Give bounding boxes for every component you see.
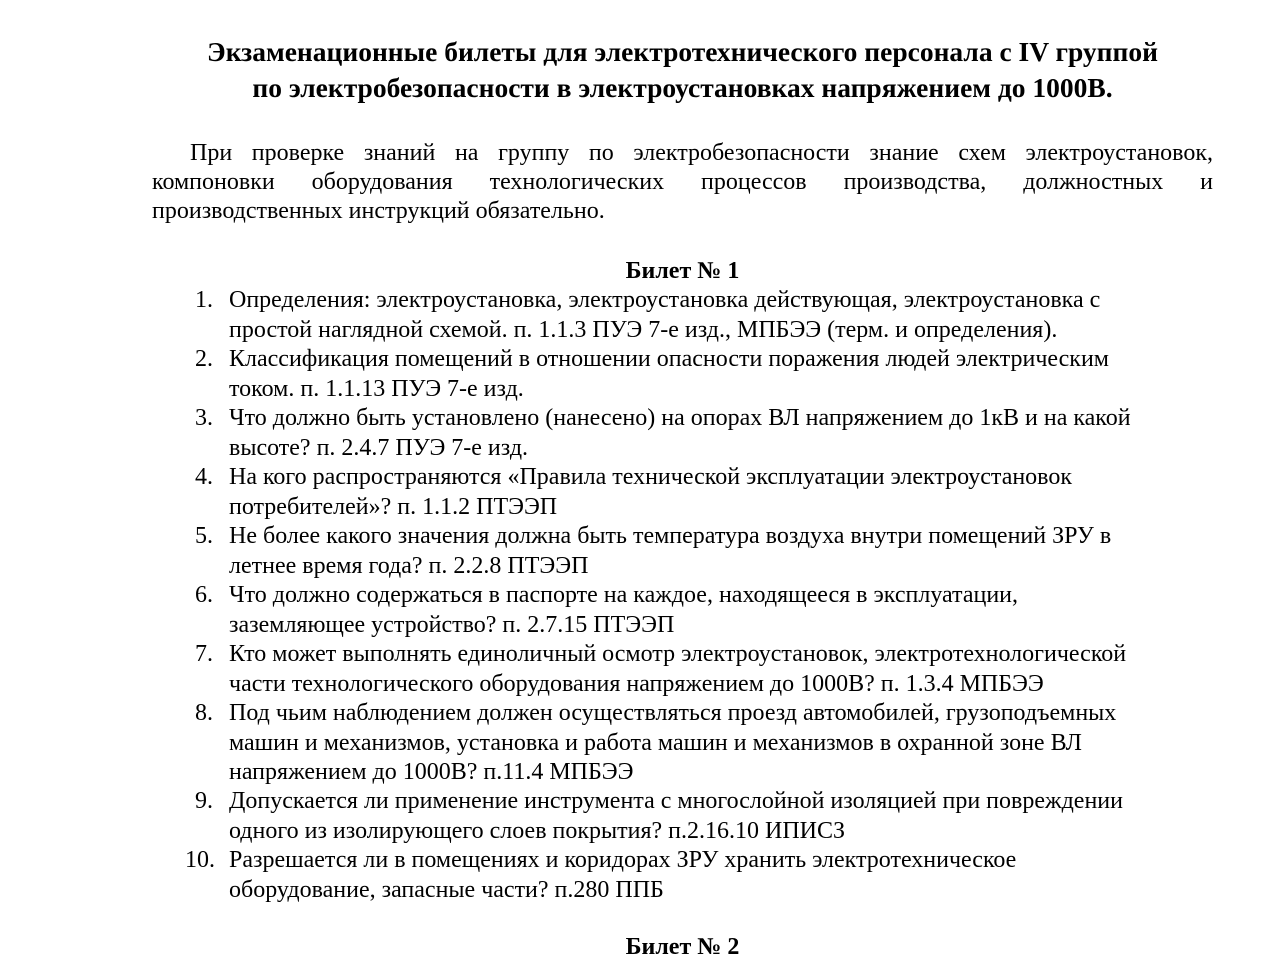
- question-number: 1.: [195, 287, 213, 313]
- question-line: Допускается ли применение инструмента с многослойной изоляцией при повреждении: [229, 788, 1123, 814]
- intro-line: При проверке знаний на группу по электробезопасности знание схем электроустановок,: [190, 140, 1213, 166]
- question-text: [229, 846, 1219, 905]
- question-line: Не более какого значения должна быть температура воздуха внутри помещений ЗРУ в: [229, 523, 1112, 549]
- question-number: 2.: [195, 346, 213, 372]
- intro-line: компоновки оборудования технологических процессов производства, должностных и: [152, 169, 1213, 195]
- question-line: высоте? п. 2.4.7 ПУЭ 7-е изд.: [229, 434, 529, 461]
- question-line: Определения: электроустановка, электроустановка действующая, электроустановка с: [229, 287, 1101, 313]
- question-line: части технологического оборудования напряжением до 1000В? п. 1.3.4 МПБЭЭ: [229, 670, 1044, 697]
- question-line: Разрешается ли в помещениях и коридорах ЗРУ хранить электротехническое: [229, 847, 1017, 873]
- question-number: 5.: [195, 523, 213, 549]
- question-line: заземляющее устройство? п. 2.7.15 ПТЭЭП: [229, 611, 675, 638]
- question-text: [229, 787, 1219, 846]
- question-number: 9.: [195, 788, 213, 814]
- ticket-heading: Билет № 1: [625, 258, 740, 284]
- question-line: оборудование, запасные части? п.280 ППБ: [229, 876, 664, 903]
- question-text: [229, 640, 1219, 699]
- question-line: Кто может выполнять единоличный осмотр электроустановок, электротехнологической: [229, 641, 1127, 667]
- question-line: одного из изолирующего слоев покрытия? п.2.16.10 ИПИСЗ: [229, 817, 846, 844]
- question-number: 10.: [185, 847, 215, 873]
- document-title-line-2: по электробезопасности в электроустановках напряжением до 1000В.: [252, 72, 1113, 103]
- question-line: напряжением до 1000В? п.11.4 МПБЭЭ: [229, 759, 634, 785]
- question-line: Что должно содержаться в паспорте на каждое, находящееся в эксплуатации,: [229, 582, 1019, 608]
- question-text: [229, 463, 1219, 522]
- question-line: летнее время года? п. 2.2.8 ПТЭЭП: [229, 552, 589, 579]
- question-line: Классификация помещений в отношении опасности поражения людей электрическим: [229, 346, 1109, 372]
- question-line: машин и механизмов, установка и работа машин и механизмов в охранной зоне ВЛ: [229, 729, 1082, 756]
- question-line: На кого распространяются «Правила технической эксплуатации электроустановок: [229, 464, 1073, 490]
- question-text: [229, 345, 1219, 404]
- question-number: 3.: [195, 405, 213, 431]
- question-text: [229, 522, 1219, 581]
- question-line: током. п. 1.1.13 ПУЭ 7-е изд.: [229, 375, 524, 402]
- question-number: 7.: [195, 641, 213, 667]
- question-line: Под чьим наблюдением должен осуществляться проезд автомобилей, грузоподъемных: [229, 700, 1117, 726]
- question-text: [229, 581, 1219, 640]
- question-text: [229, 404, 1219, 463]
- ticket-heading: Билет № 2: [625, 934, 740, 960]
- question-line: Что должно быть установлено (нанесено) на опорах ВЛ напряжением до 1кВ и на какой: [229, 405, 1131, 431]
- question-number: 8.: [195, 700, 213, 726]
- question-text: [229, 286, 1219, 345]
- question-line: потребителей»? п. 1.1.2 ПТЭЭП: [229, 493, 558, 520]
- question-number: 6.: [195, 582, 213, 608]
- question-line: простой наглядной схемой. п. 1.1.3 ПУЭ 7-е изд., МПБЭЭ (терм. и определения).: [229, 316, 1058, 343]
- intro-line: производственных инструкций обязательно.: [152, 198, 605, 224]
- question-number: 4.: [195, 464, 213, 490]
- document-title-line-1: Экзаменационные билеты для электротехнического персонала с IV группой: [207, 36, 1158, 67]
- question-text: [229, 699, 1219, 788]
